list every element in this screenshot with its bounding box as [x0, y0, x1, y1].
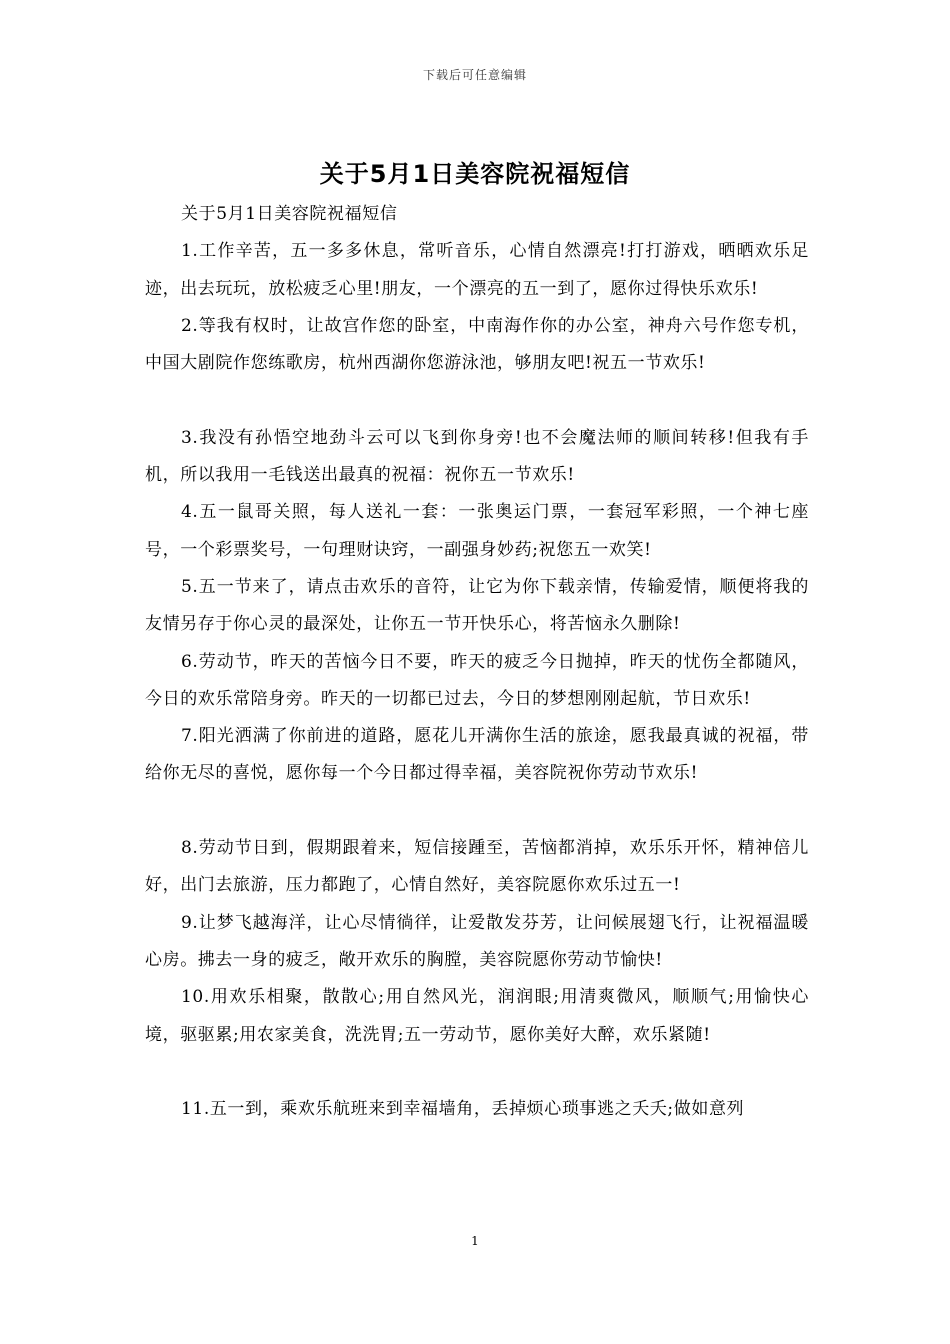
paragraph-8: 8.劳动节日到，假期跟着来，短信接踵至，苦恼都消掉，欢乐乐开怀，精神倍儿好，出门去旅游，压力都跑了，心情自然好，美容院愿你欢乐过五一! [145, 838, 809, 896]
paragraph-2: 2.等我有权时，让故宫作您的卧室，中南海作你的办公室，神舟六号作您专机，中国大剧院作您练歌房，杭州西湖你您游泳池，够朋友吧!祝五一节欢乐! [145, 315, 809, 374]
paragraph-5: 5.五一节来了，请点击欢乐的音符，让它为你下载亲情，传输爱情，顺便将我的友情另存于你心灵的最深处，让你五一节开快乐心，将苦恼永久删除! [145, 576, 809, 635]
page-number: 1 [471, 1234, 479, 1248]
paragraph-1: 1.工作辛苦，五一多多休息，常听音乐，心情自然漂亮!打打游戏，晒晒欢乐足迹，出去玩玩，放松疲乏心里!朋友，一个漂亮的五一到了，愿你过得快乐欢乐! [145, 241, 809, 299]
document-subtitle: 关于5月1日美容院祝福短信 [181, 204, 398, 224]
paragraph-4: 4.五一鼠哥关照，每人送礼一套：一张奥运门票，一套冠军彩照，一个神七座号，一个彩票奖号，一句理财诀窍，一副强身妙药;祝您五一欢笑! [145, 502, 809, 560]
paragraph-7: 7.阳光洒满了你前进的道路，愿花儿开满你生活的旅途，愿我最真诚的祝福，带给你无尽的喜悦，愿你每一个今日都过得幸福，美容院祝你劳动节欢乐! [145, 726, 809, 784]
header-note: 下载后可任意编辑 [422, 68, 527, 82]
paragraph-9: 9.让梦飞越海洋，让心尽情徜徉，让爱散发芬芳，让问候展翅飞行，让祝福温暖心房。拂去一身的疲乏，敞开欢乐的胸膛，美容院愿你劳动节愉快! [145, 912, 809, 970]
paragraph-10: 10.用欢乐相聚，散散心;用自然风光，润润眼;用清爽微风，顺顺气;用愉快心境，驱驱累;用农家美食，洗洗胃;五一劳动节，愿你美好大醉，欢乐紧随! [145, 987, 809, 1045]
document-body [145, 196, 809, 1128]
paragraph-11: 11.五一到，乘欢乐航班来到幸福墙角，丢掉烦心琐事逃之夭夭;做如意列 [181, 1099, 745, 1120]
document-title: 关于5月1日美容院祝福短信 [319, 160, 631, 188]
paragraph-6: 6.劳动节，昨天的苦恼今日不要，昨天的疲乏今日抛掉，昨天的忧伤全都随风，今日的欢乐常陪身旁。昨天的一切都已过去，今日的梦想刚刚起航，节日欢乐! [145, 651, 809, 709]
paragraph-3: 3.我没有孙悟空地劲斗云可以飞到你身旁!也不会魔法师的顺间转移!但我有手机，所以我用一毛钱送出最真的祝福：祝你五一节欢乐! [145, 427, 809, 486]
